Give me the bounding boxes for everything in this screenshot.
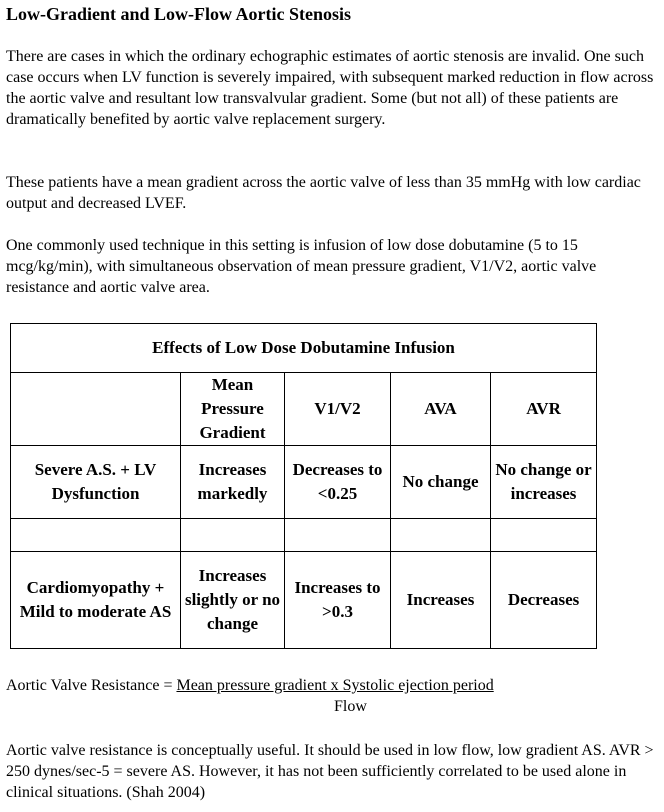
table-cell bbox=[491, 519, 597, 552]
table-row bbox=[11, 552, 597, 649]
table-cell: Increases markedly bbox=[181, 446, 285, 519]
table-cell: Increases bbox=[391, 552, 491, 649]
intro-paragraph: There are cases in which the ordinary echographic estimates of aortic stenosis are invalid. One such case occurs when LV function is severely impaired, with subsequent marked reduction in flow across the aortic valve and resultant low transvalvular gradient. Some (but not all) of these patients are dramatically benefited by aortic valve replacement surgery. bbox=[6, 48, 654, 128]
formula-numerator: Mean pressure gradient x Systolic ejection period bbox=[176, 677, 494, 694]
table-cell: Cardiomyopathy + Mild to moderate AS bbox=[11, 552, 181, 649]
formula-lhs: Aortic Valve Resistance = bbox=[6, 677, 177, 694]
header-cell: Mean Pressure Gradient bbox=[181, 373, 285, 446]
table-cell: Increases to >0.3 bbox=[285, 552, 391, 649]
table-title: Effects of Low Dose Dobutamine Infusion bbox=[11, 324, 597, 373]
table-cell bbox=[285, 519, 391, 552]
table-cell: No change bbox=[391, 446, 491, 519]
criteria-paragraph: These patients have a mean gradient across the aortic valve of less than 35 mmHg with low cardiac output and decreased LVEF. bbox=[6, 174, 641, 212]
table-cell: Decreases bbox=[491, 552, 597, 649]
avr-paragraph: Aortic valve resistance is conceptually useful. It should be used in low flow, low gradient AS. AVR > 250 dynes/sec-5 = severe AS. However, it has not been sufficiently correlated to be used alone in clinical situations. (Shah 2004) bbox=[6, 742, 654, 801]
table-cell bbox=[181, 519, 285, 552]
header-cell: AVA bbox=[391, 373, 491, 446]
header-cell: V1/V2 bbox=[285, 373, 391, 446]
table-cell: Increases slightly or no change bbox=[181, 552, 285, 649]
page-title: Low-Gradient and Low-Flow Aortic Stenosis bbox=[6, 4, 352, 24]
table-row bbox=[11, 519, 597, 552]
table-cell bbox=[11, 519, 181, 552]
table-cell: Severe A.S. + LV Dysfunction bbox=[11, 446, 181, 519]
technique-paragraph: One commonly used technique in this setting is infusion of low dose dobutamine (5 to 15 mcg/kg/min), with simultaneous observation of mean pressure gradient, V1/V2, aortic valve resistance and aortic valve area. bbox=[6, 237, 597, 296]
header-cell bbox=[11, 373, 181, 446]
table-row bbox=[11, 446, 597, 519]
formula-denominator: Flow bbox=[334, 698, 367, 715]
avr-formula bbox=[6, 675, 494, 696]
table-cell bbox=[391, 519, 491, 552]
table-cell: Decreases to <0.25 bbox=[285, 446, 391, 519]
dobutamine-effects-table bbox=[10, 323, 597, 649]
header-cell: AVR bbox=[491, 373, 597, 446]
table-cell: No change or increases bbox=[491, 446, 597, 519]
table-header-row bbox=[11, 373, 597, 446]
